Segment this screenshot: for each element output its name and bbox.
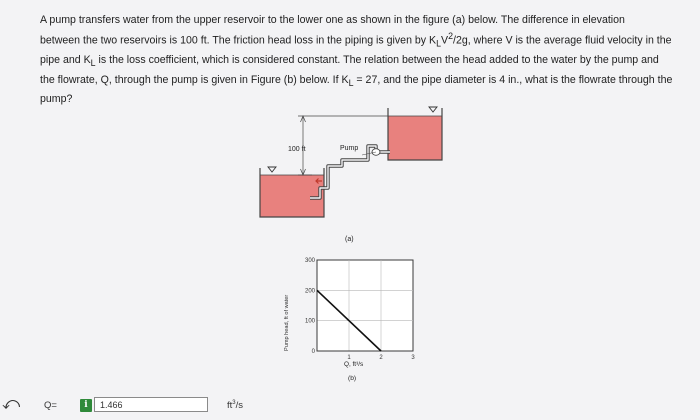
subscript-l: L [348,78,354,89]
problem-line-3 [40,52,688,72]
figure-b-chart [284,258,415,382]
answer-row [0,396,700,420]
chart-y-axis-label: Pump head, ft of water [284,294,290,351]
problem-text-segment: = 27, and the pipe diameter is 4 in., what is the flowrate through the [353,73,673,86]
problem-figure [250,100,450,392]
answer-label: Q= [44,400,57,411]
pump-label: Pump [340,145,359,152]
lower-reservoir-water [260,175,324,217]
problem-text-segment: between the two reservoirs is 100 ft. The friction head loss in the piping is given by K [40,34,437,47]
info-icon[interactable]: i [80,399,92,412]
chart-plot-area [317,260,413,351]
x-tick-label: 3 [411,355,415,361]
problem-text-segment: A pump transfers water from the upper reservoir to the lower one as shown in the figure (a) below. The difference in elevation [40,14,625,26]
problem-text-segment: the flowrate, Q, through the pump is given in Figure (b) below. If K [40,73,349,86]
subscript-l: L [90,58,96,69]
superscript-2: 2 [448,31,454,42]
y-tick-labels [305,258,316,355]
lower-water-level-marker-icon [268,167,276,172]
problem-line-4 [40,72,688,92]
y-tick-label: 200 [304,288,315,295]
problem-text-segment: pump? [40,93,73,106]
unit-base: ft [227,400,233,412]
upper-reservoir-water [388,116,442,160]
x-tick-label: 1 [347,355,351,361]
variable-v: V [441,34,449,47]
problem-text-segment: is the loss coefficient, which is considered constant. The relation between the head added to the water by the pump and [95,54,659,67]
chart-x-axis-label: Q, ft³/s [344,361,364,368]
subscript-l: L [436,39,442,50]
problem-text-segment: /2g, where V is the average fluid velocity in the [453,34,672,47]
y-tick-label: 0 [311,349,315,355]
problem-text-segment: pipe and K [40,54,91,67]
back-arrow-icon[interactable]: ⤺ [2,394,21,413]
unit-exponent: 3 [232,400,236,406]
y-tick-label: 100 [304,318,315,325]
figure-a-caption: (a) [345,236,354,243]
elevation-label: 100 ft [288,146,306,153]
answer-unit [227,400,243,411]
problem-statement [40,12,688,108]
flowrate-answer-input[interactable] [94,397,208,412]
problem-line-1 [40,12,688,28]
unit-tail: /s [235,400,244,412]
figure-b-caption: (b) [348,375,357,382]
figure-a-diagram [260,107,442,243]
upper-water-level-marker-icon [429,107,437,112]
y-tick-label: 300 [304,258,315,264]
problem-line-2 [40,28,688,52]
x-tick-label: 2 [379,355,383,361]
